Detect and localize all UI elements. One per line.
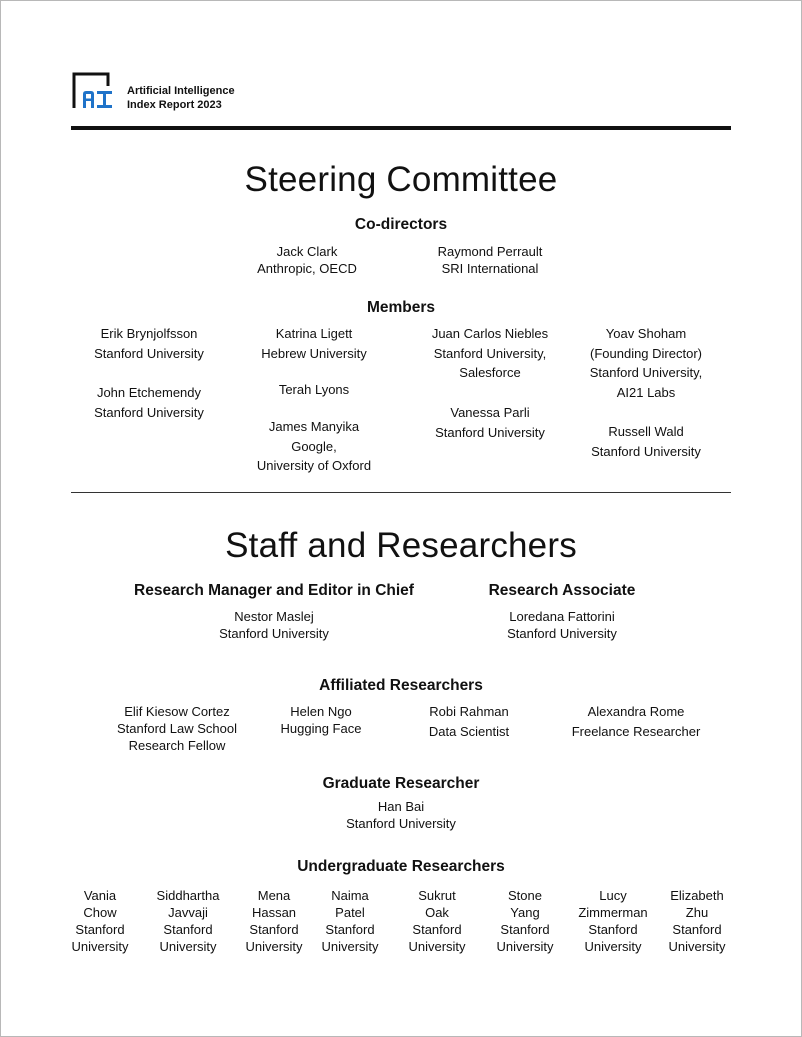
person-affiliation: Stanford University: [435, 424, 545, 440]
person-affiliation: Stanford University: [94, 345, 204, 361]
member-entry: [234, 417, 394, 476]
undergraduate-researcher-entry: [573, 887, 653, 955]
person-affiliation: Stanford: [672, 922, 722, 937]
person-name: Elif Kiesow Cortez: [124, 704, 230, 719]
undergraduate-researcher-entry: [310, 887, 390, 955]
person-last-name: Chow: [83, 905, 117, 920]
person-first-name: Naima: [331, 888, 369, 903]
staff-researchers-title: Staff and Researchers: [225, 526, 577, 565]
person-affiliation: Freelance Researcher: [571, 723, 701, 739]
affiliated-researcher-entry: [97, 703, 257, 754]
graduate-researcher-heading: Graduate Researcher: [322, 775, 480, 792]
person-first-name: Stone: [508, 888, 542, 903]
member-entry: [410, 324, 570, 383]
person-affiliation: Stanford University: [507, 626, 617, 641]
ai-index-logo: [72, 72, 114, 110]
report-title-line2: Index Report 2023: [127, 99, 222, 111]
person-name: Erik Brynjolfsson: [100, 326, 198, 341]
person-first-name: Siddhartha: [156, 888, 220, 903]
person-affiliation: SRI International: [441, 261, 539, 276]
section-divider: [71, 492, 731, 493]
person-affiliation: AI21 Labs: [616, 384, 676, 400]
person-name: Alexandra Rome: [587, 704, 685, 719]
person-affiliation: Stanford University,: [589, 365, 703, 380]
person-affiliation: Stanford Law School: [117, 721, 237, 736]
research-manager-heading: Research Manager and Editor in Chief: [134, 582, 414, 599]
person-affiliation: University: [584, 939, 642, 954]
person-last-name: Zhu: [685, 905, 709, 920]
person-first-name: Vania: [83, 888, 117, 903]
affiliated-researchers-heading: Affiliated Researchers: [319, 677, 483, 694]
person-affiliation: Data Scientist: [428, 723, 510, 739]
person-affiliation: Research Fellow: [128, 738, 226, 753]
steering-committee-title: Steering Committee: [244, 160, 558, 199]
member-entry: [410, 403, 570, 442]
person-name: Raymond Perrault: [437, 244, 543, 259]
research-associate-entry: [462, 608, 662, 642]
person-affiliation: Stanford: [412, 922, 462, 937]
person-name: Juan Carlos Niebles: [431, 326, 549, 341]
person-last-name: Zimmerman: [578, 905, 648, 920]
undergraduate-researcher-entry: [234, 887, 314, 955]
person-affiliation: Hugging Face: [280, 721, 362, 736]
person-affiliation: University: [496, 939, 554, 954]
person-first-name: Sukrut: [418, 888, 456, 903]
person-first-name: Elizabeth: [670, 888, 724, 903]
person-affiliation: Stanford: [163, 922, 213, 937]
affiliated-researcher-entry: [409, 702, 529, 741]
undergraduate-researchers-heading: Undergraduate Researchers: [297, 858, 505, 875]
person-affiliation: Stanford: [325, 922, 375, 937]
person-name: Loredana Fattorini: [509, 609, 615, 624]
person-affiliation: Stanford: [75, 922, 125, 937]
member-entry: [69, 383, 229, 422]
member-entry: [566, 324, 726, 402]
person-name: James Manyika: [268, 419, 360, 434]
person-name: Vanessa Parli: [450, 405, 530, 420]
person-affiliation: University: [321, 939, 379, 954]
person-affiliation: Anthropic, OECD: [257, 261, 357, 276]
undergraduate-researcher-entry: [485, 887, 565, 955]
person-name: Nestor Maslej: [234, 609, 314, 624]
person-affiliation: Stanford University: [346, 816, 456, 831]
person-first-name: Lucy: [599, 888, 627, 903]
report-title-line1: Artificial Intelligence: [127, 85, 235, 97]
person-last-name: Oak: [425, 905, 449, 920]
member-entry: [566, 422, 726, 461]
person-affiliation: Stanford University,: [433, 345, 547, 361]
person-last-name: Javvaji: [168, 905, 208, 920]
affiliated-researcher-entry: [261, 703, 381, 737]
graduate-researcher-entry: [301, 798, 501, 832]
codirector-entry: [227, 243, 387, 277]
person-affiliation: Stanford University: [94, 404, 204, 420]
person-affiliation: (Founding Director): [590, 345, 702, 361]
person-affiliation: Google,: [291, 438, 337, 454]
member-entry: [69, 324, 229, 363]
person-affiliation: Stanford University: [219, 626, 329, 641]
undergraduate-researcher-entry: [60, 887, 140, 955]
person-affiliation: University: [71, 939, 129, 954]
person-affiliation: Stanford: [249, 922, 299, 937]
member-entry: [234, 324, 394, 363]
person-affiliation: University of Oxford: [256, 458, 372, 473]
person-affiliation: Salesforce: [459, 365, 521, 380]
person-affiliation: University: [668, 939, 726, 954]
codirectors-heading: Co-directors: [354, 216, 448, 233]
person-name: Han Bai: [377, 799, 425, 814]
undergraduate-researcher-entry: [148, 887, 228, 955]
codirector-entry: [410, 243, 570, 277]
person-last-name: Patel: [335, 905, 365, 920]
undergraduate-researcher-entry: [657, 887, 737, 955]
person-last-name: Hassan: [251, 905, 297, 920]
person-affiliation: Stanford University: [591, 443, 701, 459]
person-name: Russell Wald: [608, 424, 684, 439]
research-manager-entry: [174, 608, 374, 642]
research-associate-heading: Research Associate: [488, 582, 636, 599]
person-last-name: Yang: [510, 905, 540, 920]
person-first-name: Mena: [257, 888, 291, 903]
person-affiliation: Hebrew University: [261, 345, 367, 361]
person-name: Yoav Shoham: [605, 326, 687, 341]
person-name: Terah Lyons: [278, 382, 350, 397]
person-affiliation: Stanford: [588, 922, 638, 937]
person-name: Helen Ngo: [290, 704, 352, 719]
report-title: [127, 84, 235, 112]
member-entry: [234, 380, 394, 400]
person-name: Jack Clark: [276, 244, 338, 259]
undergraduate-researcher-entry: [397, 887, 477, 955]
person-affiliation: University: [245, 939, 303, 954]
person-name: Katrina Ligett: [275, 326, 353, 341]
affiliated-researcher-entry: [556, 702, 716, 741]
person-name: Robi Rahman: [429, 704, 509, 719]
members-heading: Members: [366, 299, 436, 316]
person-affiliation: Stanford: [500, 922, 550, 937]
person-affiliation: University: [408, 939, 466, 954]
person-name: John Etchemendy: [96, 385, 202, 400]
top-divider: [71, 126, 731, 130]
person-affiliation: University: [159, 939, 217, 954]
